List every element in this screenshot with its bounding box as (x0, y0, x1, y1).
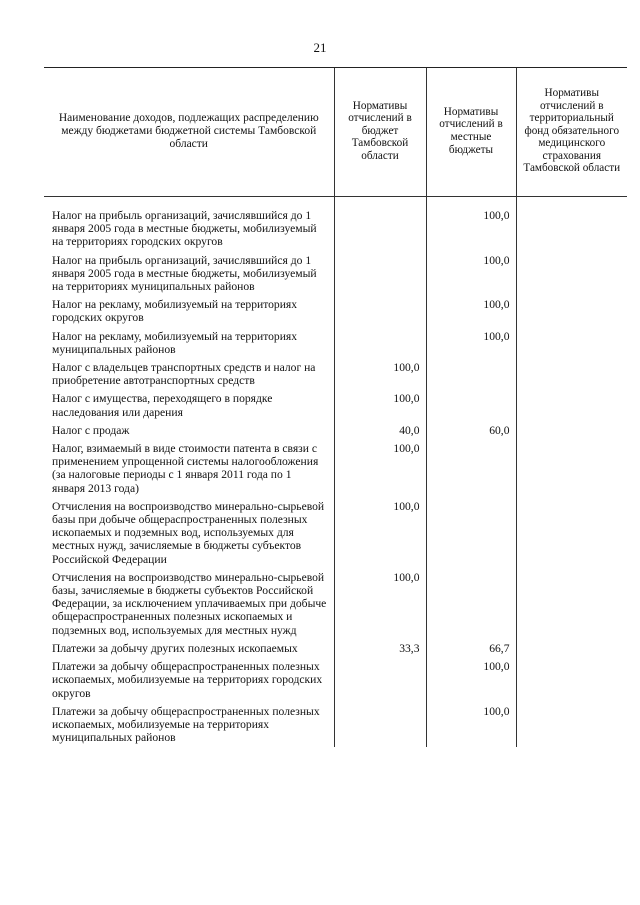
revenue-name-cell: Налог на рекламу, мобилизуемый на территориях городских округов (52, 298, 298, 325)
revenue-name-cell: Платежи за добычу общераспространенных полезных ископаемых, мобилизуемые на территориях муниципальных районов (52, 704, 320, 745)
medical-fund-cell (516, 252, 627, 297)
local-budget-cell: 100,0 (426, 252, 516, 297)
medical-fund-cell (516, 569, 627, 640)
regional-budget-cell (334, 658, 426, 703)
medical-fund-cell (516, 440, 627, 498)
medical-fund-cell (516, 296, 627, 327)
medical-fund-cell (516, 359, 627, 390)
medical-fund-cell (516, 422, 627, 440)
table-body (44, 197, 627, 748)
regional-budget-cell: 40,0 (334, 422, 426, 440)
local-budget-cell (426, 569, 516, 640)
revenue-distribution-table (44, 67, 627, 747)
regional-budget-cell: 100,0 (334, 359, 426, 390)
header-regional-budget: Нормативы отчислений в бюджет Тамбовской области (334, 68, 426, 197)
local-budget-cell: 100,0 (426, 658, 516, 703)
regional-budget-cell (334, 296, 426, 327)
table-row (44, 422, 627, 440)
regional-budget-cell: 33,3 (334, 640, 426, 658)
header-medical-fund: Нормативы отчислений в территориальный фонд обязательного медицинского страхования Тамбовской области (516, 68, 627, 197)
medical-fund-cell (516, 703, 627, 748)
revenue-name-cell: Налог на прибыль организаций, зачислявшийся до 1 января 2005 года в местные бюджеты, мобилизуемый на территориях муниципальных районов (52, 253, 317, 294)
table-header-row (44, 68, 627, 197)
table-row (44, 197, 627, 252)
revenue-name-cell: Налог с имущества, переходящего в порядке наследования или дарения (52, 392, 273, 419)
regional-budget-cell (334, 703, 426, 748)
table-row (44, 703, 627, 748)
medical-fund-cell (516, 640, 627, 658)
local-budget-cell: 100,0 (426, 328, 516, 359)
table-row (44, 328, 627, 359)
table-row (44, 640, 627, 658)
revenue-name-cell: Платежи за добычу общераспространенных полезных ископаемых, мобилизуемые на территориях городских округов (52, 660, 323, 700)
table-row (44, 440, 627, 498)
local-budget-cell: 100,0 (426, 703, 516, 748)
revenue-name-cell: Платежи за добычу других полезных ископаемых (52, 641, 298, 655)
regional-budget-cell: 100,0 (334, 440, 426, 498)
table-row (44, 569, 627, 640)
table-row (44, 498, 627, 569)
table-row (44, 296, 627, 327)
regional-budget-cell (334, 252, 426, 297)
revenue-name-cell: Налог с продаж (52, 423, 130, 437)
local-budget-cell (426, 390, 516, 421)
local-budget-cell: 60,0 (426, 422, 516, 440)
revenue-name-cell: Налог с владельцев транспортных средств и налог на приобретение автотранспортных средств (52, 361, 316, 388)
medical-fund-cell (516, 390, 627, 421)
local-budget-cell (426, 359, 516, 390)
regional-budget-cell: 100,0 (334, 569, 426, 640)
medical-fund-cell (516, 658, 627, 703)
revenue-name-cell: Налог, взимаемый в виде стоимости патента в связи с применением упрощенной системы налогообложения (за налоговые периоды с 1 января 2011 года по 1 января 2013 года) (52, 442, 319, 495)
local-budget-cell: 100,0 (426, 296, 516, 327)
revenue-name-cell: Налог на прибыль организаций, зачислявшийся до 1 января 2005 года в местные бюджеты, мобилизуемый на территориях городских округов (52, 209, 317, 249)
table-row (44, 359, 627, 390)
medical-fund-cell (516, 197, 627, 252)
page-number: 21 (313, 40, 327, 55)
table-row (44, 252, 627, 297)
header-revenue-name: Наименование доходов, подлежащих распределению между бюджетами бюджетной системы Тамбовской области (44, 68, 334, 197)
regional-budget-cell: 100,0 (334, 498, 426, 569)
regional-budget-cell (334, 197, 426, 252)
medical-fund-cell (516, 328, 627, 359)
regional-budget-cell: 100,0 (334, 390, 426, 421)
regional-budget-cell (334, 328, 426, 359)
table-row (44, 658, 627, 703)
local-budget-cell: 66,7 (426, 640, 516, 658)
revenue-name-cell: Налог на рекламу, мобилизуемый на территориях муниципальных районов (52, 329, 298, 356)
local-budget-cell (426, 498, 516, 569)
medical-fund-cell (516, 498, 627, 569)
local-budget-cell: 100,0 (426, 197, 516, 252)
local-budget-cell (426, 440, 516, 498)
table-row (44, 390, 627, 421)
revenue-name-cell: Отчисления на воспроизводство минерально-сырьевой базы, зачисляемые в бюджеты субъектов Российской Федерации, за исключением уплачиваемых при добыче общераспространенных полезных ископаемых и подземных вод, используемых для местных нужд (52, 570, 327, 637)
header-local-budgets: Нормативы отчислений в местные бюджеты (426, 68, 516, 197)
revenue-name-cell: Отчисления на воспроизводство минерально-сырьевой базы при добыче общераспространенных полезных ископаемых и подземных вод, используемых для местных нужд, зачисляемые в бюджеты субъектов Российской Федерации (52, 499, 325, 566)
